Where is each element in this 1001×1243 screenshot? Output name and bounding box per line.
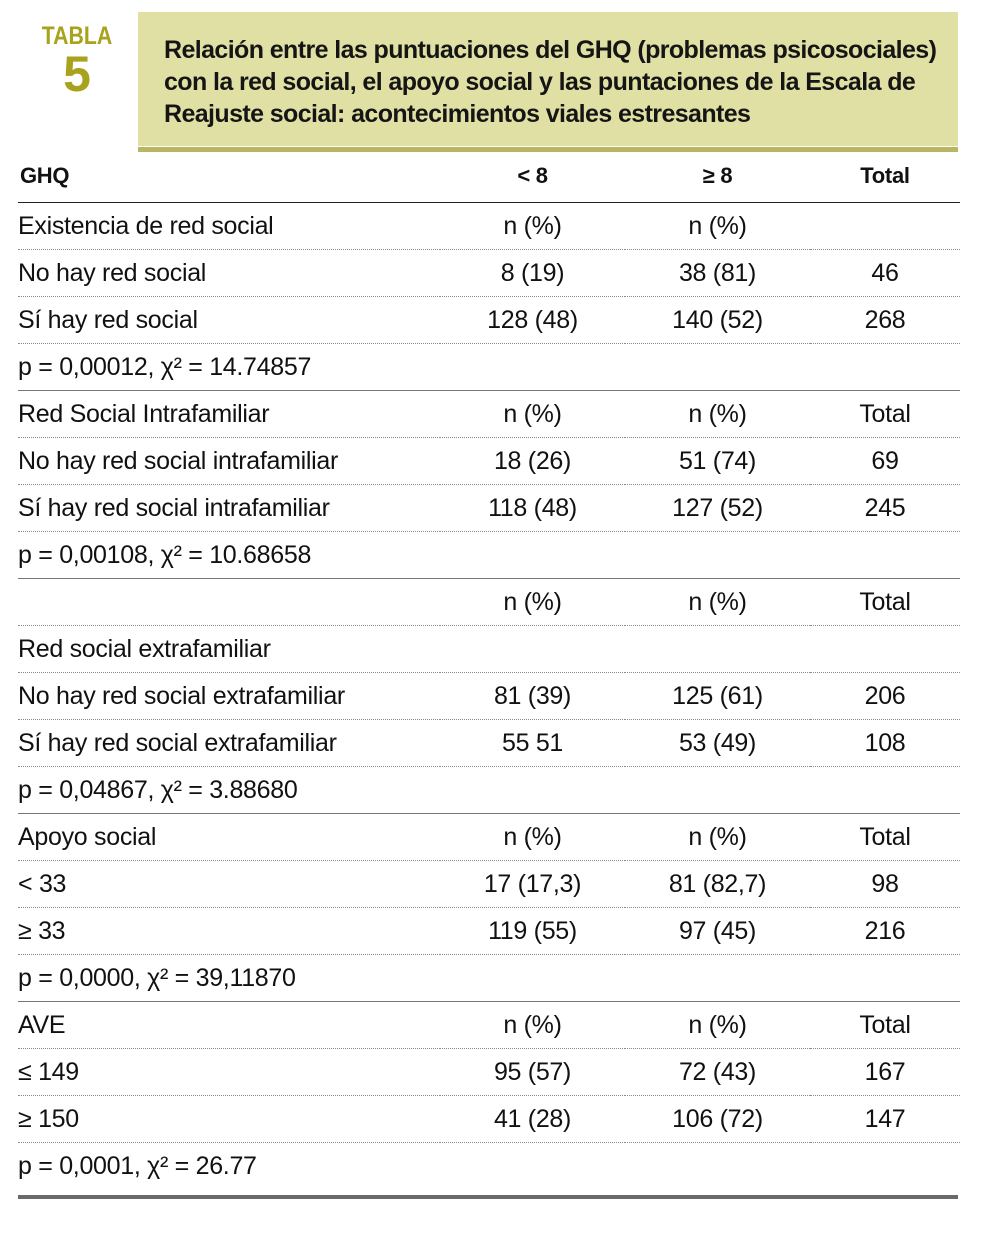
value-cell [810, 203, 960, 250]
value-cell: 55 51 [440, 720, 625, 767]
value-cell: 18 (26) [440, 438, 625, 485]
value-cell: 95 (57) [440, 1049, 625, 1096]
value-cell: 118 (48) [440, 485, 625, 532]
data-table [18, 150, 960, 1189]
table-bottom-rule [18, 1195, 958, 1199]
value-cell: n (%) [625, 1002, 810, 1049]
table-row [18, 626, 960, 673]
value-cell: 125 (61) [625, 673, 810, 720]
value-cell: 127 (52) [625, 485, 810, 532]
value-cell: 167 [810, 1049, 960, 1096]
value-cell: 53 (49) [625, 720, 810, 767]
value-cell [625, 1143, 810, 1190]
table-row [18, 438, 960, 485]
value-cell: 51 (74) [625, 438, 810, 485]
value-cell: 17 (17,3) [440, 861, 625, 908]
value-cell [625, 344, 810, 391]
table-row [18, 908, 960, 955]
row-label [18, 579, 440, 626]
row-label: No hay red social intrafamiliar [18, 438, 440, 485]
column-header: ≥ 8 [625, 150, 810, 203]
value-cell: n (%) [440, 391, 625, 438]
value-cell [810, 532, 960, 579]
value-cell [810, 955, 960, 1002]
stat-cell: p = 0,0000, χ² = 39,11870 [18, 955, 440, 1002]
row-label: Existencia de red social [18, 203, 440, 250]
row-label: Sí hay red social extrafamiliar [18, 720, 440, 767]
value-cell: 108 [810, 720, 960, 767]
value-cell: 140 (52) [625, 297, 810, 344]
value-cell: 41 (28) [440, 1096, 625, 1143]
column-header: GHQ [18, 150, 440, 203]
value-cell: 106 (72) [625, 1096, 810, 1143]
table-row [18, 955, 960, 1002]
value-cell [440, 767, 625, 814]
row-label: ≥ 33 [18, 908, 440, 955]
value-cell [810, 626, 960, 673]
value-cell: Total [810, 1002, 960, 1049]
value-cell [440, 532, 625, 579]
table-row [18, 1096, 960, 1143]
table-title: Relación entre las puntuaciones del GHQ (problemas psicosociales) con la red social, el apoyo social y las puntaciones de la Escala de Reajuste social: acontecimientos viales estresantes [138, 12, 958, 146]
value-cell [625, 955, 810, 1002]
value-cell: Total [810, 814, 960, 861]
value-cell [810, 344, 960, 391]
value-cell: 81 (39) [440, 673, 625, 720]
value-cell: 81 (82,7) [625, 861, 810, 908]
value-cell: 98 [810, 861, 960, 908]
table-row [18, 720, 960, 767]
table-row [18, 203, 960, 250]
value-cell: 69 [810, 438, 960, 485]
row-label: Red Social Intrafamiliar [18, 391, 440, 438]
value-cell: 206 [810, 673, 960, 720]
value-cell: 119 (55) [440, 908, 625, 955]
value-cell: 128 (48) [440, 297, 625, 344]
table-row [18, 814, 960, 861]
table-row [18, 297, 960, 344]
row-label: ≥ 150 [18, 1096, 440, 1143]
value-cell [440, 955, 625, 1002]
value-cell [440, 1143, 625, 1190]
column-header: Total [810, 150, 960, 203]
table-number: 5 [63, 46, 91, 102]
row-label: Sí hay red social [18, 297, 440, 344]
row-label: Apoyo social [18, 814, 440, 861]
stat-cell: p = 0,0001, χ² = 26.77 [18, 1151, 257, 1180]
table-label: TABLA [41, 22, 113, 50]
value-cell [440, 626, 625, 673]
value-cell: n (%) [625, 391, 810, 438]
table-number-box [18, 10, 136, 150]
table-row [18, 485, 960, 532]
table-row [18, 579, 960, 626]
table-row [18, 250, 960, 297]
table-row [18, 532, 960, 579]
value-cell: Total [810, 579, 960, 626]
row-label: No hay red social [18, 250, 440, 297]
row-label: ≤ 149 [18, 1049, 440, 1096]
value-cell: n (%) [625, 203, 810, 250]
value-cell: n (%) [440, 579, 625, 626]
value-cell: n (%) [625, 579, 810, 626]
value-cell [625, 767, 810, 814]
value-cell: n (%) [440, 203, 625, 250]
row-label: No hay red social extrafamiliar [18, 673, 440, 720]
value-cell [810, 1143, 960, 1190]
value-cell [625, 626, 810, 673]
stat-cell: p = 0,00108, χ² = 10.68658 [18, 532, 440, 579]
table-row [18, 767, 960, 814]
value-cell: n (%) [440, 814, 625, 861]
value-cell: 38 (81) [625, 250, 810, 297]
row-label: < 33 [18, 861, 440, 908]
row-label: Red social extrafamiliar [18, 626, 440, 673]
value-cell: Total [810, 391, 960, 438]
value-cell: 245 [810, 485, 960, 532]
table-row [18, 861, 960, 908]
row-label: AVE [18, 1002, 440, 1049]
value-cell: 46 [810, 250, 960, 297]
value-cell: 268 [810, 297, 960, 344]
stat-cell: p = 0,00012, χ² = 14.74857 [18, 344, 440, 391]
value-cell: 8 (19) [440, 250, 625, 297]
table-row [18, 391, 960, 438]
column-header-row [18, 150, 960, 203]
value-cell: 216 [810, 908, 960, 955]
table-row [18, 1143, 960, 1190]
value-cell: 97 (45) [625, 908, 810, 955]
value-cell: 147 [810, 1096, 960, 1143]
value-cell: 72 (43) [625, 1049, 810, 1096]
value-cell [440, 344, 625, 391]
value-cell [810, 767, 960, 814]
table-row [18, 1002, 960, 1049]
table-row [18, 673, 960, 720]
table-header [18, 10, 958, 150]
table-row [18, 1049, 960, 1096]
column-header: < 8 [440, 150, 625, 203]
table-row [18, 344, 960, 391]
value-cell: n (%) [625, 814, 810, 861]
row-label: Sí hay red social intrafamiliar [18, 485, 440, 532]
stat-cell: p = 0,04867, χ² = 3.88680 [18, 767, 440, 814]
value-cell: n (%) [440, 1002, 625, 1049]
value-cell [625, 532, 810, 579]
